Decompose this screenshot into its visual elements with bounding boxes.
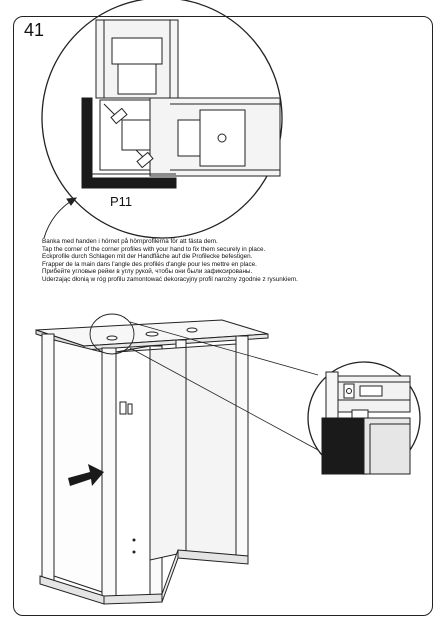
instruction-line-polish: Uderzając dłonią w róg profilu zamontować dekoracyjny profil narożny zgodnie z rysunkiem.	[42, 275, 298, 283]
profile-detail-zoom	[308, 362, 420, 474]
instruction-line-russian: Прибейте угловые рейки в углу рукой, чтобы они были зафиксированы.	[42, 268, 253, 276]
callout-arrow	[44, 198, 76, 238]
step-number: 41	[24, 20, 45, 40]
enclosure-drawing	[36, 314, 318, 604]
instruction-line-german: Eckprofile durch Schlagen mit der Handfläche auf die Profilecke befestigen.	[42, 253, 253, 261]
instruction-line-english: Tap the corner of the corner profiles with your hand to fix them securely in place.	[42, 245, 266, 253]
instruction-text-block	[42, 238, 402, 284]
instruction-line-french: Frapper de la main dans l'angle des profilés d'angle pour les mettre en place.	[42, 260, 257, 268]
part-label: P11	[110, 194, 133, 209]
corner-detail-zoom	[42, 0, 282, 238]
instruction-line-swedish: Banka med handen i hörnet på hörnprofilerna för att fästa dem.	[42, 238, 218, 245]
